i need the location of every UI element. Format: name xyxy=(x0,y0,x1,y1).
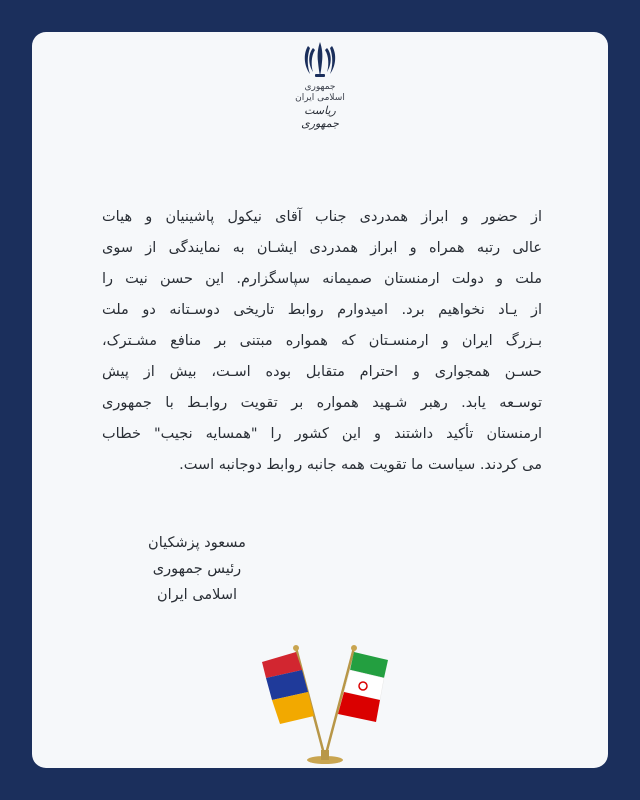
message-body xyxy=(102,202,542,481)
message-line: از یـاد نخواهیم برد. امیدوارم روابط تاریخی دوسـتانه دو ملت xyxy=(102,302,542,318)
signature-title: رئیس جمهوری اسلامی ایران xyxy=(152,561,242,603)
message-line: ارمنستان تأکید داشتند و این کشور را "همسایه نجیب" خطاب xyxy=(102,426,542,442)
message-line: توسـعه یابد. رهبر شـهید همواره بر تقویت روابـط با جمهوری xyxy=(102,395,542,411)
message-line: از حضور و ابراز همدردی جناب آقای نیکول پاشینیان و هیات xyxy=(102,209,542,225)
desk-flags xyxy=(250,642,400,772)
logo-line-2: ریاست جمهوری xyxy=(301,104,339,130)
presidency-logo xyxy=(290,40,350,130)
iran-emblem-icon xyxy=(303,40,337,80)
message-line: حسـن همجواری و احترام متقابل بوده اسـت، بیش از پیش xyxy=(102,364,542,380)
logo-line-1: جمهوری اسلامی ایران xyxy=(295,82,345,103)
armenia-flag xyxy=(262,652,314,724)
letter-card xyxy=(32,32,608,768)
signature-block xyxy=(132,530,262,608)
signature-name: مسعود پزشکیان xyxy=(148,535,246,551)
message-line: ملت و دولت ارمنستان صمیمانه سپاسگزارم. این حسن نیت را xyxy=(102,271,542,287)
message-line: بـزرگ ایران و ارمنسـتان که همواره مبتنی بر منافع مشـترک، xyxy=(102,333,542,349)
message-line: عالی رتبه همراه و ابراز همدردی ایشـان به نمایندگی از سوی xyxy=(102,240,542,256)
message-line: می کردند. سیاست ما تقویت همه جانبه روابط دوجانبه است. xyxy=(179,457,542,473)
iran-flag xyxy=(338,652,388,722)
